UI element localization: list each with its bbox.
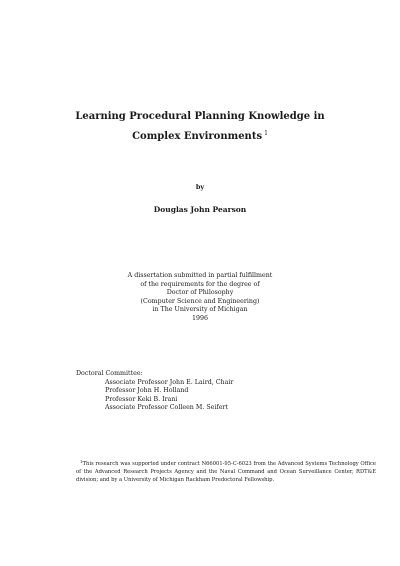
submission-line: of the requirements for the degree of <box>140 280 260 288</box>
by-label: by <box>195 183 205 191</box>
committee-member: Associate Professor John E. Laird, Chair <box>105 378 234 386</box>
submission-statement <box>0 272 400 324</box>
funding-footnote <box>76 458 376 484</box>
footnote-text: This research was supported under contract N66001-95-C-6023 from the Advanced Systems Technology Office of the Advanced Research Projects Agency and the Naval Command and Ocean Surveillance Center, RDT&E division; and by a University of Michigan Rackham Predoctoral Fellowship. <box>76 461 376 483</box>
committee-member: Associate Professor Colleen M. Seifert <box>105 404 228 412</box>
committee-member: Professor Keki B. Irani <box>105 395 178 403</box>
dissertation-title <box>60 108 340 145</box>
dissertation-title-text: Learning Procedural Planning Knowledge in Complex Environments <box>75 111 325 142</box>
year-line: 1996 <box>191 314 209 322</box>
footnote-mark: 1 <box>80 459 83 464</box>
title-footnote-mark: 1 <box>264 130 268 137</box>
committee-heading: Doctoral Committee: <box>76 370 143 377</box>
author-name: Douglas John Pearson <box>153 205 247 214</box>
committee-member: Professor John H. Holland <box>105 387 189 395</box>
submission-line: A dissertation submitted in partial fulfillment <box>127 272 273 279</box>
doctoral-committee <box>76 370 233 413</box>
university-line: in The University of Michigan <box>152 306 248 314</box>
degree-line: Doctor of Philosophy <box>166 289 234 297</box>
department-line: (Computer Science and Engineering) <box>140 297 260 305</box>
committee-members <box>105 379 233 413</box>
